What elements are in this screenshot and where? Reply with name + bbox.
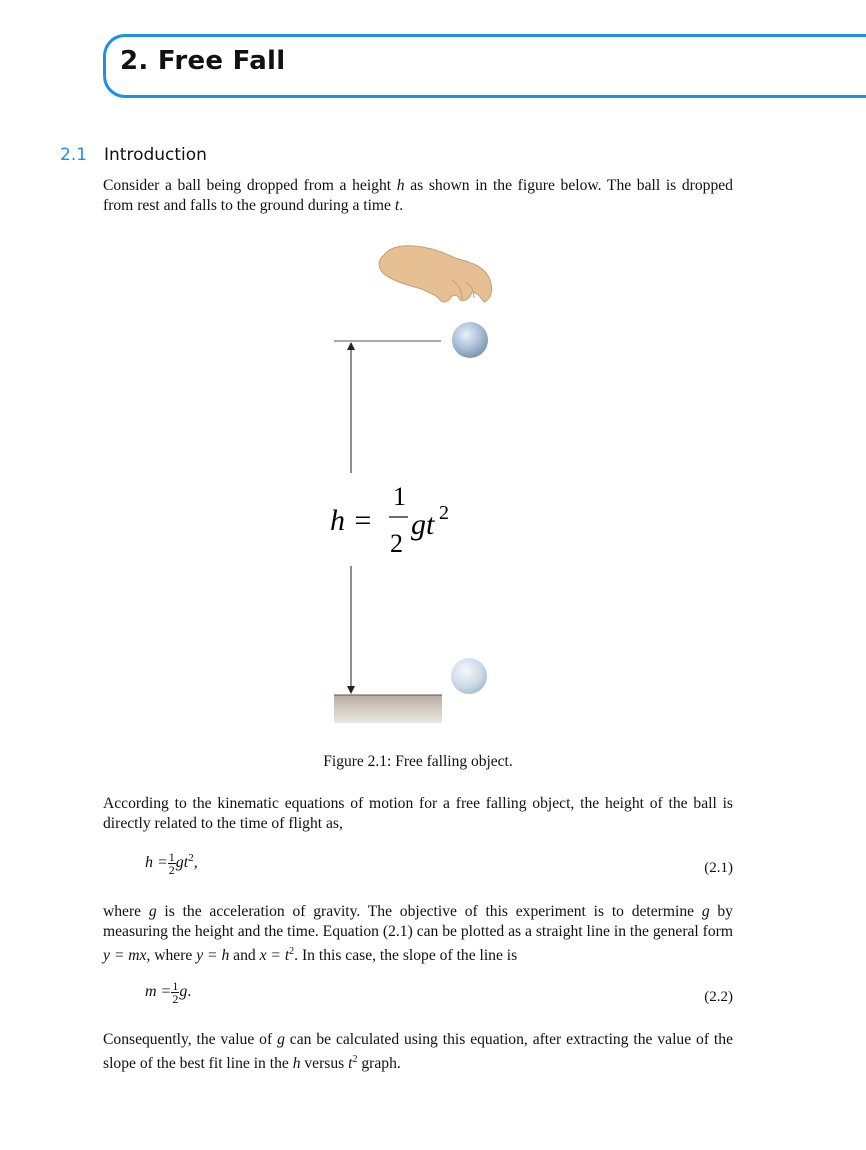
equation-number-2-1: (2.1) bbox=[704, 860, 733, 876]
section-number: 2.1 bbox=[60, 145, 88, 165]
hand-illustration bbox=[379, 246, 491, 302]
figure-formula-exponent: 2 bbox=[439, 502, 449, 524]
figure-caption: Figure 2.1: Free falling object. bbox=[323, 753, 513, 770]
ball-bottom bbox=[451, 658, 487, 694]
ground bbox=[334, 695, 442, 723]
figure-formula-lhs: h = bbox=[330, 504, 373, 537]
chapter-title: 2. Free Fall bbox=[120, 46, 286, 76]
kinematics-paragraph: According to the kinematic equations of motion for a free falling object, the height of the ball is directly related to the time of flight as, bbox=[103, 795, 733, 832]
conclusion-paragraph: Consequently, the value of g can be calculated using this equation, after extracting the value of the slope of the best fit line in the h versus $t^2$ graph. bbox=[103, 1031, 733, 1073]
equation-number-2-2: (2.2) bbox=[704, 989, 733, 1005]
figure-formula-rhs: gt bbox=[411, 508, 435, 541]
figure-formula-numerator: 1 bbox=[393, 482, 406, 511]
objective-paragraph: where g is the acceleration of gravity. The objective of this experiment is to determine g by measuring the height and the time. Equation (2.1) can be plotted as a straight line in the general form y = mx, where y = h and $x = t^2$. In this case, the slope of the line is bbox=[103, 903, 733, 965]
ball-top bbox=[452, 322, 488, 358]
section-title: Introduction bbox=[104, 145, 207, 165]
equation-2-2: m = $\frac{1}{2}$ g. bbox=[145, 979, 192, 1006]
figure-formula-denominator: 2 bbox=[390, 529, 403, 558]
equation-2-1: h = $\frac{1}{2}$ $gt^2$, bbox=[145, 850, 198, 877]
intro-paragraph: Consider a ball being dropped from a height h as shown in the figure below. The ball is dropped from rest and falls to the ground during a time t. bbox=[103, 177, 733, 214]
